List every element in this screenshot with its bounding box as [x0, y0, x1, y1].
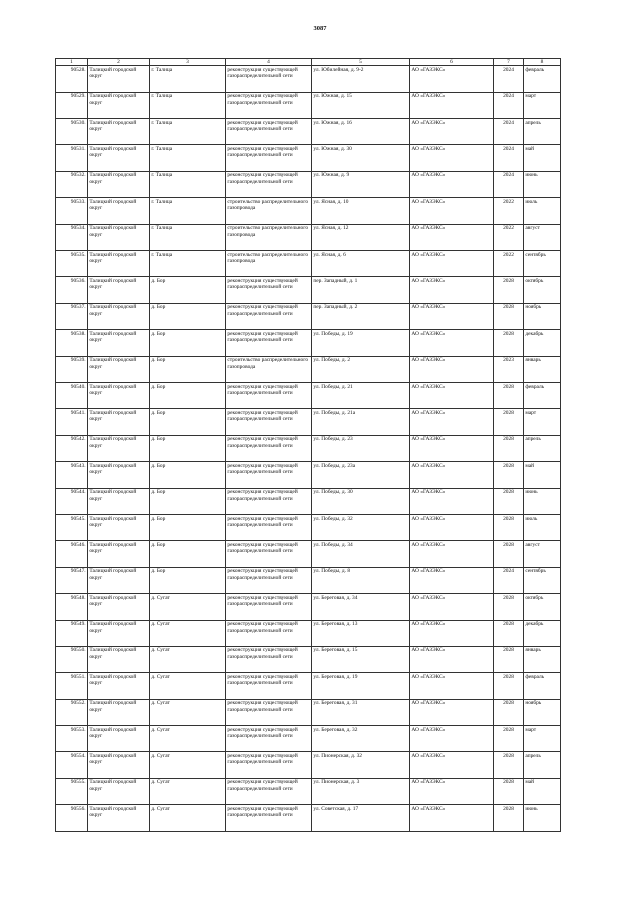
month-cell: февраль	[524, 673, 561, 699]
row-number-cell: 90549.	[56, 620, 88, 646]
municipality-cell: Талицкий городской округ	[88, 356, 150, 382]
settlement-cell: д. Бор	[150, 567, 226, 593]
contractor-cell: АО «ГАЗЭКС»	[410, 145, 494, 171]
address-cell: пер. Западный, д. 1	[312, 277, 410, 303]
work-type-cell: реконструкция существующей газораспределительной сети	[226, 171, 312, 197]
address-cell: ул. Победы, д. 21	[312, 382, 410, 408]
table-row	[56, 277, 561, 303]
settlement-cell: д. Бор	[150, 382, 226, 408]
municipality-cell: Талицкий городской округ	[88, 778, 150, 804]
address-cell: пер. Западный, д. 2	[312, 303, 410, 329]
municipality-cell: Талицкий городской округ	[88, 488, 150, 514]
column-header: 2	[88, 59, 150, 66]
row-number-cell: 90528.	[56, 66, 88, 92]
address-cell: ул. Южная, д. 15	[312, 92, 410, 118]
settlement-cell: г. Талица	[150, 171, 226, 197]
year-cell: 2028	[494, 488, 524, 514]
year-cell: 2024	[494, 567, 524, 593]
address-cell: ул. Пионерская, д. 3	[312, 778, 410, 804]
year-cell: 2028	[494, 277, 524, 303]
settlement-cell: д. Сугат	[150, 646, 226, 672]
row-number-cell: 90540.	[56, 382, 88, 408]
address-cell: ул. Победы, д. 30	[312, 488, 410, 514]
contractor-cell: АО «ГАЗЭКС»	[410, 251, 494, 277]
address-cell: ул. Южная, д. 9	[312, 171, 410, 197]
contractor-cell: АО «ГАЗЭКС»	[410, 673, 494, 699]
settlement-cell: г. Талица	[150, 92, 226, 118]
work-type-cell: реконструкция существующей газораспределительной сети	[226, 92, 312, 118]
address-cell: ул. Победы, д. 21а	[312, 409, 410, 435]
row-number-cell: 90548.	[56, 594, 88, 620]
municipality-cell: Талицкий городской округ	[88, 382, 150, 408]
municipality-cell: Талицкий городской округ	[88, 620, 150, 646]
work-type-cell: реконструкция существующей газораспределительной сети	[226, 145, 312, 171]
address-cell: ул. Береговая, д. 19	[312, 673, 410, 699]
table-row	[56, 435, 561, 461]
address-cell: ул. Береговая, д. 34	[312, 594, 410, 620]
contractor-cell: АО «ГАЗЭКС»	[410, 620, 494, 646]
contractor-cell: АО «ГАЗЭКС»	[410, 198, 494, 224]
month-cell: сентябрь	[524, 251, 561, 277]
address-cell: ул. Победы, д. 19	[312, 330, 410, 356]
row-number-cell: 90529.	[56, 92, 88, 118]
address-cell: ул. Береговая, д. 32	[312, 726, 410, 752]
month-cell: апрель	[524, 119, 561, 145]
municipality-cell: Талицкий городской округ	[88, 435, 150, 461]
table-row	[56, 330, 561, 356]
work-type-cell: строительство распределительного газопровода	[226, 224, 312, 250]
settlement-cell: г. Талица	[150, 198, 226, 224]
settlement-cell: г. Талица	[150, 66, 226, 92]
month-cell: апрель	[524, 435, 561, 461]
municipality-cell: Талицкий городской округ	[88, 699, 150, 725]
month-cell: декабрь	[524, 330, 561, 356]
contractor-cell: АО «ГАЗЭКС»	[410, 171, 494, 197]
work-type-cell: реконструкция существующей газораспределительной сети	[226, 66, 312, 92]
month-cell: май	[524, 462, 561, 488]
year-cell: 2024	[494, 119, 524, 145]
column-header: 5	[312, 59, 410, 66]
settlement-cell: д. Бор	[150, 303, 226, 329]
work-type-cell: реконструкция существующей газораспределительной сети	[226, 567, 312, 593]
contractor-cell: АО «ГАЗЭКС»	[410, 356, 494, 382]
table-row	[56, 620, 561, 646]
address-cell: ул. Победы, д. 23	[312, 435, 410, 461]
year-cell: 2024	[494, 145, 524, 171]
row-number-cell: 90553.	[56, 726, 88, 752]
row-number-cell: 90543.	[56, 462, 88, 488]
contractor-cell: АО «ГАЗЭКС»	[410, 382, 494, 408]
year-cell: 2028	[494, 620, 524, 646]
work-type-cell: реконструкция существующей газораспределительной сети	[226, 303, 312, 329]
month-cell: ноябрь	[524, 303, 561, 329]
month-cell: июль	[524, 198, 561, 224]
table-row	[56, 488, 561, 514]
month-cell: октябрь	[524, 594, 561, 620]
contractor-cell: АО «ГАЗЭКС»	[410, 462, 494, 488]
table-row	[56, 382, 561, 408]
work-type-cell: реконструкция существующей газораспределительной сети	[226, 699, 312, 725]
gas-network-schedule-table	[55, 58, 561, 832]
settlement-cell: д. Сугат	[150, 805, 226, 831]
address-cell: ул. Береговая, д. 15	[312, 646, 410, 672]
address-cell: ул. Пионерская, д. 32	[312, 752, 410, 778]
table-row	[56, 594, 561, 620]
month-cell: август	[524, 541, 561, 567]
municipality-cell: Талицкий городской округ	[88, 805, 150, 831]
contractor-cell: АО «ГАЗЭКС»	[410, 119, 494, 145]
table-row	[56, 541, 561, 567]
municipality-cell: Талицкий городской округ	[88, 409, 150, 435]
settlement-cell: д. Бор	[150, 514, 226, 540]
municipality-cell: Талицкий городской округ	[88, 330, 150, 356]
address-cell: ул. Победы, д. 23а	[312, 462, 410, 488]
table-row	[56, 778, 561, 804]
table-row	[56, 198, 561, 224]
municipality-cell: Талицкий городской округ	[88, 119, 150, 145]
address-cell: ул. Ясная, д. 10	[312, 198, 410, 224]
year-cell: 2028	[494, 330, 524, 356]
work-type-cell: реконструкция существующей газораспределительной сети	[226, 726, 312, 752]
municipality-cell: Талицкий городской округ	[88, 198, 150, 224]
work-type-cell: реконструкция существующей газораспределительной сети	[226, 514, 312, 540]
column-header: 6	[410, 59, 494, 66]
table-row	[56, 752, 561, 778]
table-row	[56, 119, 561, 145]
table-body	[56, 66, 561, 831]
month-cell: август	[524, 224, 561, 250]
municipality-cell: Талицкий городской округ	[88, 251, 150, 277]
table-row	[56, 673, 561, 699]
month-cell: май	[524, 145, 561, 171]
month-cell: октябрь	[524, 277, 561, 303]
year-cell: 2022	[494, 198, 524, 224]
row-number-cell: 90534.	[56, 224, 88, 250]
work-type-cell: строительство распределительного газопровода	[226, 198, 312, 224]
municipality-cell: Талицкий городской округ	[88, 726, 150, 752]
contractor-cell: АО «ГАЗЭКС»	[410, 752, 494, 778]
work-type-cell: реконструкция существующей газораспределительной сети	[226, 488, 312, 514]
work-type-cell: реконструкция существующей газораспределительной сети	[226, 594, 312, 620]
row-number-cell: 90552.	[56, 699, 88, 725]
settlement-cell: д. Бор	[150, 330, 226, 356]
settlement-cell: г. Талица	[150, 251, 226, 277]
table-row	[56, 356, 561, 382]
column-header: 1	[56, 59, 88, 66]
work-type-cell: строительство распределительного газопровода	[226, 251, 312, 277]
month-cell: февраль	[524, 382, 561, 408]
settlement-cell: д. Сугат	[150, 752, 226, 778]
work-type-cell: реконструкция существующей газораспределительной сети	[226, 541, 312, 567]
contractor-cell: АО «ГАЗЭКС»	[410, 224, 494, 250]
municipality-cell: Талицкий городской округ	[88, 303, 150, 329]
contractor-cell: АО «ГАЗЭКС»	[410, 66, 494, 92]
work-type-cell: реконструкция существующей газораспределительной сети	[226, 435, 312, 461]
table-row	[56, 646, 561, 672]
year-cell: 2028	[494, 514, 524, 540]
month-cell: март	[524, 92, 561, 118]
contractor-cell: АО «ГАЗЭКС»	[410, 488, 494, 514]
row-number-cell: 90556.	[56, 805, 88, 831]
row-number-cell: 90539.	[56, 356, 88, 382]
contractor-cell: АО «ГАЗЭКС»	[410, 646, 494, 672]
municipality-cell: Талицкий городской округ	[88, 673, 150, 699]
address-cell: ул. Береговая, д. 31	[312, 699, 410, 725]
settlement-cell: д. Бор	[150, 488, 226, 514]
work-type-cell: реконструкция существующей газораспределительной сети	[226, 752, 312, 778]
contractor-cell: АО «ГАЗЭКС»	[410, 778, 494, 804]
contractor-cell: АО «ГАЗЭКС»	[410, 567, 494, 593]
row-number-cell: 90536.	[56, 277, 88, 303]
year-cell: 2023	[494, 356, 524, 382]
address-cell: ул. Береговая, д. 13	[312, 620, 410, 646]
column-header: 3	[150, 59, 226, 66]
table-row	[56, 251, 561, 277]
year-cell: 2028	[494, 699, 524, 725]
municipality-cell: Талицкий городской округ	[88, 224, 150, 250]
municipality-cell: Талицкий городской округ	[88, 594, 150, 620]
month-cell: июль	[524, 514, 561, 540]
year-cell: 2028	[494, 541, 524, 567]
year-cell: 2028	[494, 303, 524, 329]
address-cell: ул. Советская, д. 17	[312, 805, 410, 831]
year-cell: 2022	[494, 224, 524, 250]
row-number-cell: 90545.	[56, 514, 88, 540]
year-cell: 2028	[494, 726, 524, 752]
settlement-cell: д. Сугат	[150, 620, 226, 646]
municipality-cell: Талицкий городской округ	[88, 462, 150, 488]
work-type-cell: реконструкция существующей газораспределительной сети	[226, 409, 312, 435]
header-row	[56, 59, 561, 66]
column-header: 4	[226, 59, 312, 66]
year-cell: 2028	[494, 778, 524, 804]
table-row	[56, 66, 561, 92]
contractor-cell: АО «ГАЗЭКС»	[410, 330, 494, 356]
settlement-cell: д. Сугат	[150, 726, 226, 752]
row-number-cell: 90550.	[56, 646, 88, 672]
table-row	[56, 303, 561, 329]
row-number-cell: 90531.	[56, 145, 88, 171]
address-cell: ул. Победы, д. 2	[312, 356, 410, 382]
work-type-cell: реконструкция существующей газораспределительной сети	[226, 673, 312, 699]
year-cell: 2028	[494, 805, 524, 831]
municipality-cell: Талицкий городской округ	[88, 567, 150, 593]
table-row	[56, 462, 561, 488]
year-cell: 2028	[494, 673, 524, 699]
row-number-cell: 90542.	[56, 435, 88, 461]
settlement-cell: д. Сугат	[150, 673, 226, 699]
month-cell: апрель	[524, 752, 561, 778]
work-type-cell: реконструкция существующей газораспределительной сети	[226, 382, 312, 408]
year-cell: 2024	[494, 66, 524, 92]
year-cell: 2028	[494, 646, 524, 672]
table-row	[56, 145, 561, 171]
settlement-cell: г. Талица	[150, 224, 226, 250]
address-cell: ул. Победы, д. 32	[312, 514, 410, 540]
work-type-cell: реконструкция существующей газораспределительной сети	[226, 805, 312, 831]
row-number-cell: 90555.	[56, 778, 88, 804]
work-type-cell: реконструкция существующей газораспределительной сети	[226, 462, 312, 488]
row-number-cell: 90554.	[56, 752, 88, 778]
settlement-cell: д. Бор	[150, 356, 226, 382]
row-number-cell: 90530.	[56, 119, 88, 145]
work-type-cell: реконструкция существующей газораспределительной сети	[226, 277, 312, 303]
month-cell: сентябрь	[524, 567, 561, 593]
table-row	[56, 567, 561, 593]
contractor-cell: АО «ГАЗЭКС»	[410, 699, 494, 725]
municipality-cell: Талицкий городской округ	[88, 646, 150, 672]
contractor-cell: АО «ГАЗЭКС»	[410, 541, 494, 567]
month-cell: март	[524, 726, 561, 752]
year-cell: 2022	[494, 251, 524, 277]
year-cell: 2024	[494, 92, 524, 118]
settlement-cell: д. Бор	[150, 462, 226, 488]
work-type-cell: строительство распределительного газопровода	[226, 356, 312, 382]
row-number-cell: 90535.	[56, 251, 88, 277]
municipality-cell: Талицкий городской округ	[88, 145, 150, 171]
contractor-cell: АО «ГАЗЭКС»	[410, 726, 494, 752]
year-cell: 2028	[494, 409, 524, 435]
table-row	[56, 409, 561, 435]
settlement-cell: д. Сугат	[150, 778, 226, 804]
month-cell: ноябрь	[524, 699, 561, 725]
row-number-cell: 90538.	[56, 330, 88, 356]
year-cell: 2028	[494, 462, 524, 488]
year-cell: 2028	[494, 594, 524, 620]
settlement-cell: д. Сугат	[150, 594, 226, 620]
row-number-cell: 90547.	[56, 567, 88, 593]
municipality-cell: Талицкий городской округ	[88, 514, 150, 540]
table-row	[56, 171, 561, 197]
month-cell: декабрь	[524, 620, 561, 646]
contractor-cell: АО «ГАЗЭКС»	[410, 594, 494, 620]
address-cell: ул. Юбилейная, д. 9-2	[312, 66, 410, 92]
table-row	[56, 699, 561, 725]
settlement-cell: д. Сугат	[150, 699, 226, 725]
table-row	[56, 224, 561, 250]
municipality-cell: Талицкий городской округ	[88, 92, 150, 118]
address-cell: ул. Победы, д. 8	[312, 567, 410, 593]
contractor-cell: АО «ГАЗЭКС»	[410, 409, 494, 435]
address-cell: ул. Южная, д. 16	[312, 119, 410, 145]
year-cell: 2024	[494, 171, 524, 197]
contractor-cell: АО «ГАЗЭКС»	[410, 303, 494, 329]
table-row	[56, 805, 561, 831]
municipality-cell: Талицкий городской округ	[88, 171, 150, 197]
contractor-cell: АО «ГАЗЭКС»	[410, 805, 494, 831]
settlement-cell: д. Бор	[150, 541, 226, 567]
address-cell: ул. Ясная, д. 12	[312, 224, 410, 250]
municipality-cell: Талицкий городской округ	[88, 541, 150, 567]
contractor-cell: АО «ГАЗЭКС»	[410, 92, 494, 118]
address-cell: ул. Победы, д. 34	[312, 541, 410, 567]
month-cell: февраль	[524, 66, 561, 92]
municipality-cell: Талицкий городской округ	[88, 277, 150, 303]
year-cell: 2028	[494, 752, 524, 778]
settlement-cell: г. Талица	[150, 119, 226, 145]
year-cell: 2028	[494, 382, 524, 408]
page-number: 3087	[313, 25, 327, 32]
municipality-cell: Талицкий городской округ	[88, 66, 150, 92]
work-type-cell: реконструкция существующей газораспределительной сети	[226, 646, 312, 672]
row-number-cell: 90533.	[56, 198, 88, 224]
table-row	[56, 92, 561, 118]
row-number-cell: 90544.	[56, 488, 88, 514]
month-cell: май	[524, 778, 561, 804]
contractor-cell: АО «ГАЗЭКС»	[410, 435, 494, 461]
month-cell: январь	[524, 356, 561, 382]
address-cell: ул. Ясная, д. 6	[312, 251, 410, 277]
work-type-cell: реконструкция существующей газораспределительной сети	[226, 330, 312, 356]
month-cell: июнь	[524, 805, 561, 831]
row-number-cell: 90537.	[56, 303, 88, 329]
table-row	[56, 726, 561, 752]
work-type-cell: реконструкция существующей газораспределительной сети	[226, 778, 312, 804]
work-type-cell: реконструкция существующей газораспределительной сети	[226, 119, 312, 145]
year-cell: 2028	[494, 435, 524, 461]
contractor-cell: АО «ГАЗЭКС»	[410, 514, 494, 540]
month-cell: март	[524, 409, 561, 435]
municipality-cell: Талицкий городской округ	[88, 752, 150, 778]
month-cell: июнь	[524, 488, 561, 514]
settlement-cell: д. Бор	[150, 409, 226, 435]
settlement-cell: д. Бор	[150, 277, 226, 303]
contractor-cell: АО «ГАЗЭКС»	[410, 277, 494, 303]
column-header: 8	[524, 59, 561, 66]
month-cell: июнь	[524, 171, 561, 197]
row-number-cell: 90546.	[56, 541, 88, 567]
settlement-cell: г. Талица	[150, 145, 226, 171]
settlement-cell: д. Бор	[150, 435, 226, 461]
address-cell: ул. Южная, д. 30	[312, 145, 410, 171]
work-type-cell: реконструкция существующей газораспределительной сети	[226, 620, 312, 646]
row-number-cell: 90551.	[56, 673, 88, 699]
month-cell: январь	[524, 646, 561, 672]
row-number-cell: 90541.	[56, 409, 88, 435]
table-row	[56, 514, 561, 540]
column-header: 7	[494, 59, 524, 66]
row-number-cell: 90532.	[56, 171, 88, 197]
